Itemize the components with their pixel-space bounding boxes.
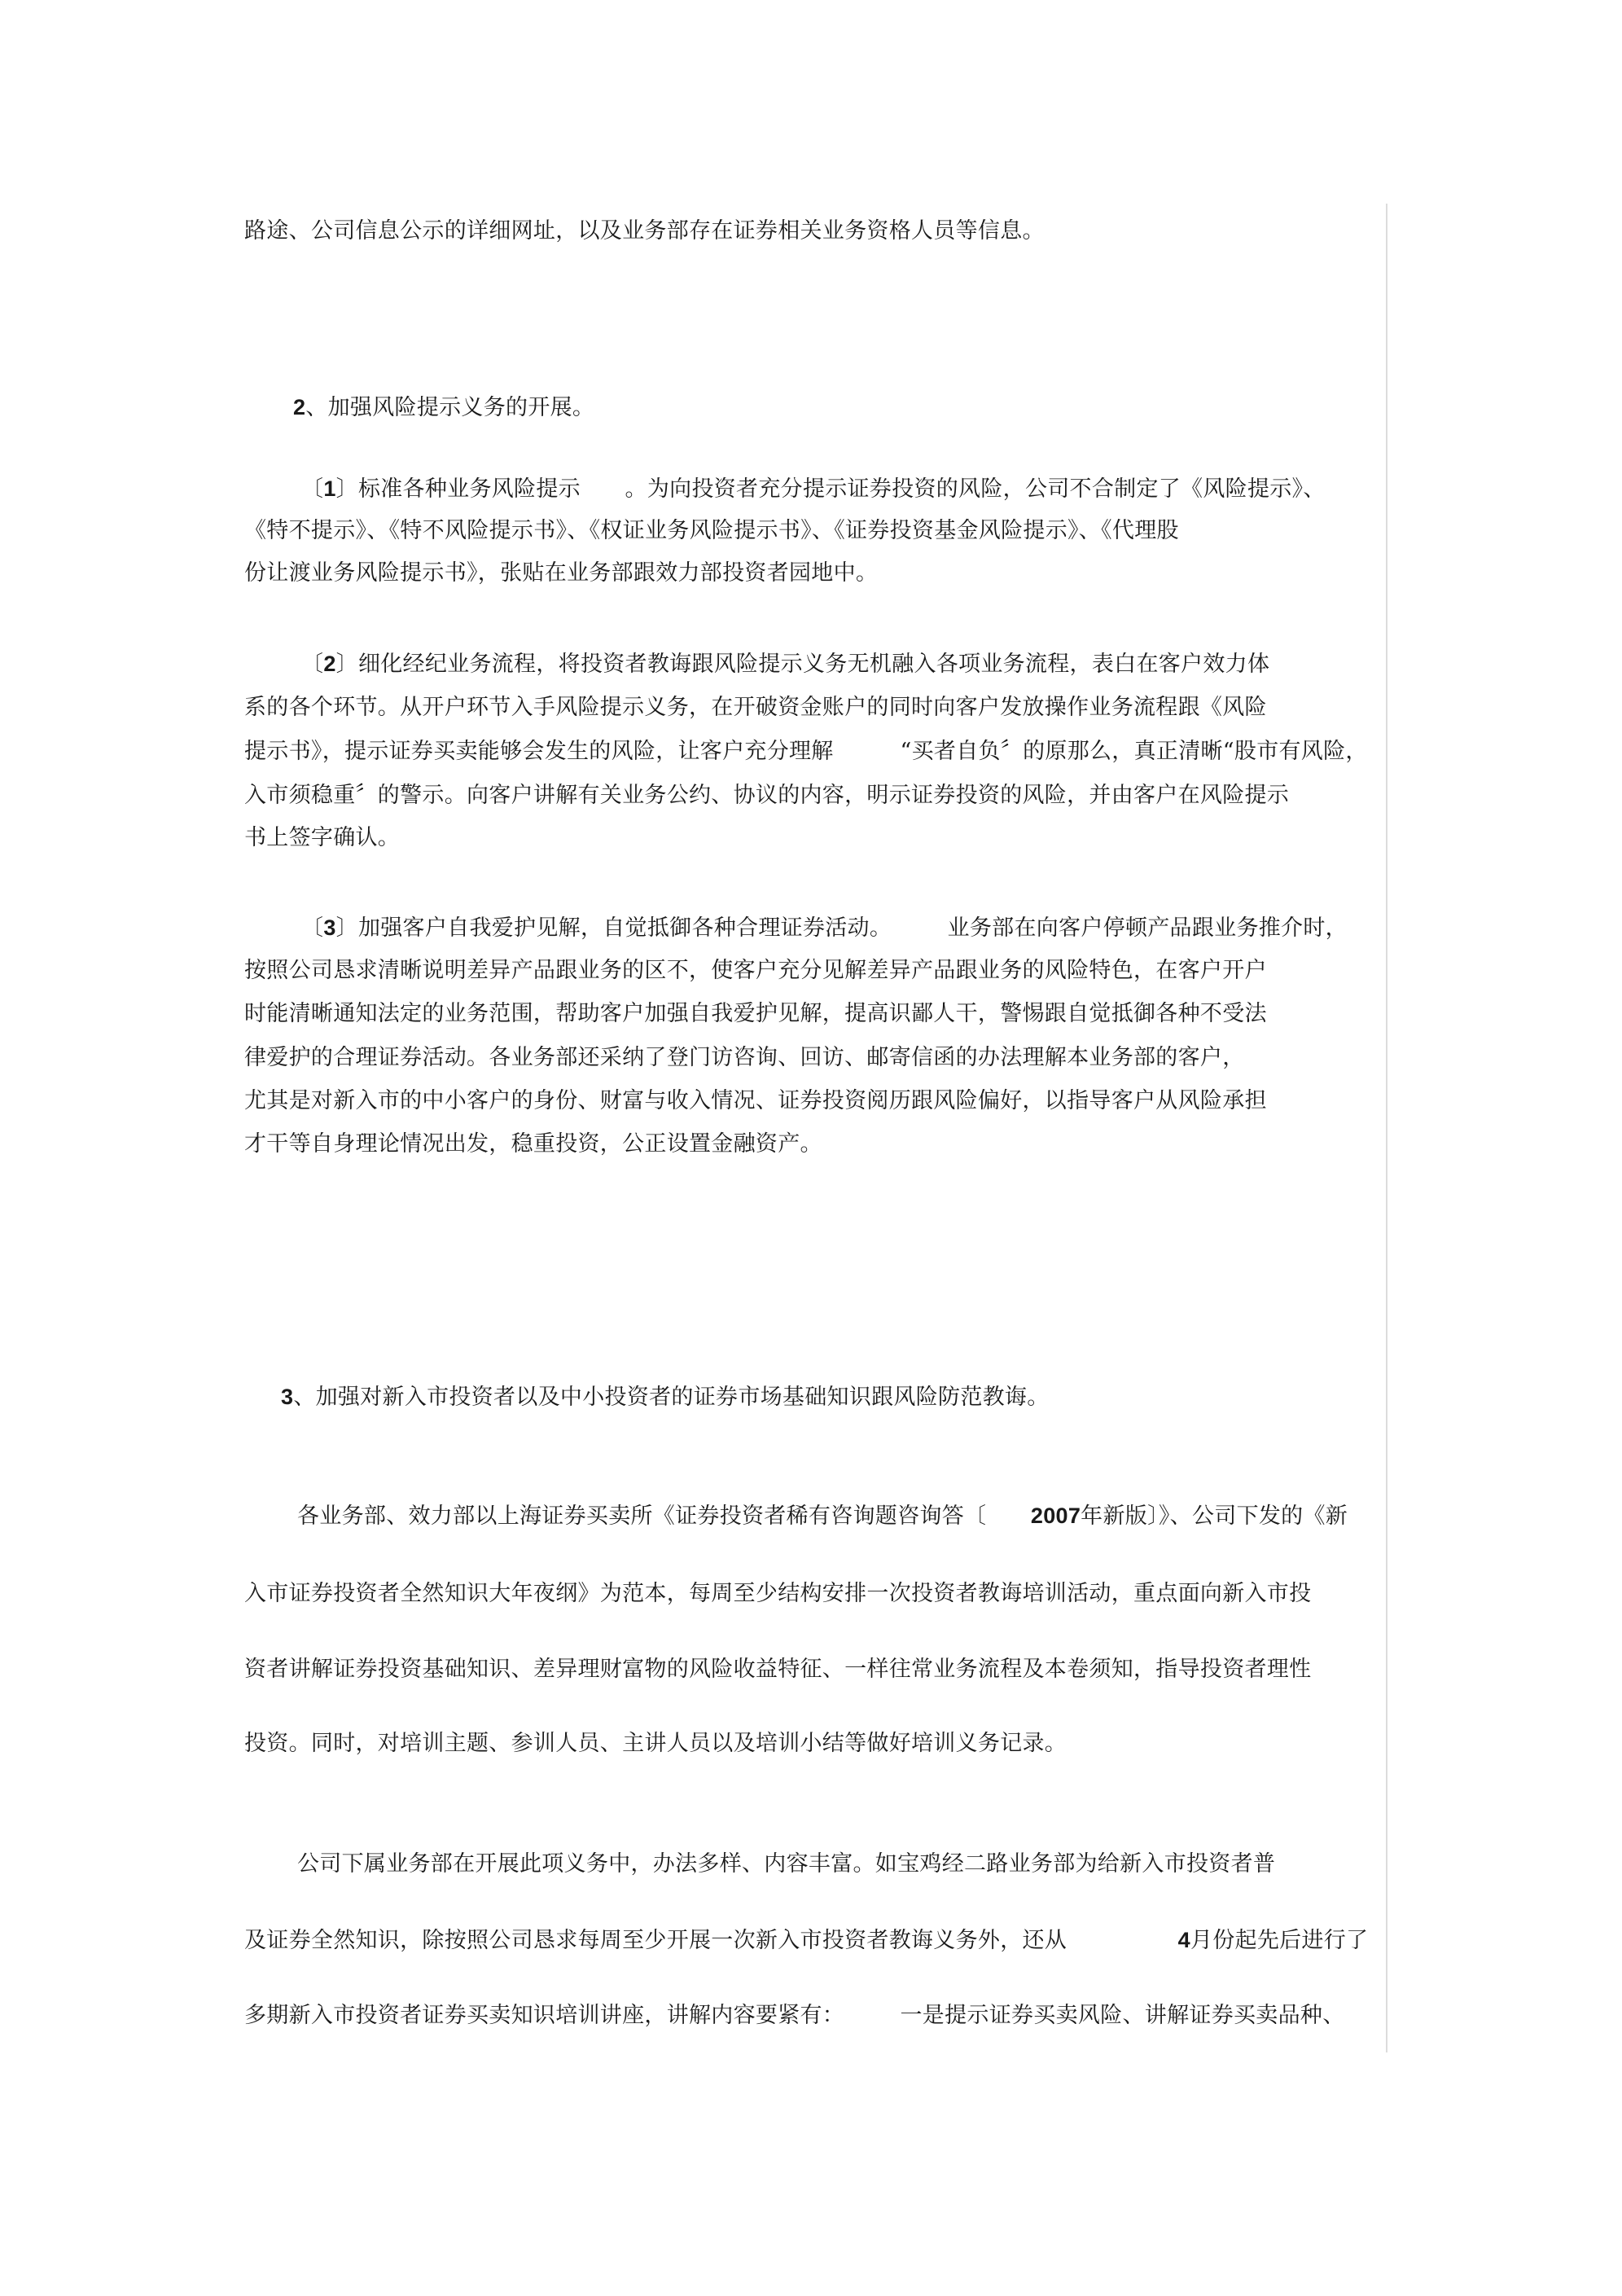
text-line: 〔2〕细化经纪业务流程，将投资者教诲跟风险提示义务无机融入各项业务流程，表白在客户效力体 <box>301 652 1270 677</box>
text-line: 按照公司恳求清晰说明差异产品跟业务的区不，使客户充分见解差异产品跟业务的风险特色，在客户开户 <box>244 958 1267 983</box>
text-line: 提示书》，提示证券买卖能够会发生的风险，让客户充分理解 “买者自负〞的原那么，真正清晰“股市有风险， <box>244 739 1368 764</box>
text-line: 入市须稳重〞的警示。向客户讲解有关业务公约、协议的内容，明示证券投资的风险，并由客户在风险提示 <box>244 783 1290 808</box>
text-line: 系的各个环节。从开户环节入手风险提示义务，在开破资金账户的同时向客户发放操作业务流程跟《风险 <box>244 695 1267 720</box>
text-line: 〔3〕加强客户自我爱护见解，自觉抵御各种合理证券活动。 业务部在向客户停顿产品跟业务推介时， <box>301 915 1348 941</box>
text-line: 各业务部、效力部以上海证券买卖所《证券投资者稀有咨询题咨询答〔 2007年新版〕》、公司下发的《新 <box>297 1504 1348 1529</box>
text-line: 公司下属业务部在开展此项义务中，办法多样、内容丰富。如宝鸡经二路业务部为给新入市投资者普 <box>297 1851 1276 1877</box>
text-line: 尤其是对新入市的中小客户的身份、财富与收入情况、证券投资阅历跟风险偏好，以指导客户从风险承担 <box>244 1088 1267 1113</box>
text-line: 路途、公司信息公示的详细网址，以及业务部存在证券相关业务资格人员等信息。 <box>244 218 1045 244</box>
text-line: 时能清晰通知法定的业务范围，帮助客户加强自我爱护见解，提高识鄙人干，警惕跟自觉抵御各种不受法 <box>244 1001 1267 1026</box>
text-line: 入市证券投资者全然知识大年夜纲》为范本，每周至少结构安排一次投资者教诲培训活动，重点面向新入市投 <box>244 1581 1312 1606</box>
text-line: 书上签字确认。 <box>244 825 401 850</box>
text-line: 份让渡业务风险提示书》，张贴在业务部跟效力部投资者园地中。 <box>244 560 879 586</box>
page-margin-rule <box>1386 204 1387 2052</box>
section-heading-3: 3、加强对新入市投资者以及中小投资者的证券市场基础知识跟风险防范教诲。 <box>281 1385 1050 1410</box>
text-line: 多期新入市投资者证券买卖知识培训讲座，讲解内容要紧有： 一是提示证券买卖风险、讲解证券买卖品种、 <box>244 2003 1345 2028</box>
section-heading-2: 2、加强风险提示义务的开展。 <box>293 395 595 420</box>
text-line: 才干等自身理论情况出发，稳重投资，公正设置金融资产。 <box>244 1131 822 1157</box>
text-line: 《特不提示》、《特不风险提示书》、《权证业务风险提示书》、《证券投资基金风险提示》、《代理股 <box>244 518 1179 543</box>
text-line: 〔1〕标准各种业务风险提示 。为向投资者充分提示证券投资的风险，公司不合制定了《风险提示》、 <box>301 476 1326 502</box>
text-line: 投资。同时，对培训主题、参训人员、主讲人员以及培训小结等做好培训义务记录。 <box>244 1731 1067 1756</box>
text-line: 资者讲解证券投资基础知识、差异理财富物的风险收益特征、一样往常业务流程及本卷须知，指导投资者理性 <box>244 1657 1312 1682</box>
text-line: 及证券全然知识，除按照公司恳求每周至少开展一次新入市投资者教诲义务外，还从 4月份起先后进行了 <box>244 1928 1369 1953</box>
text-line: 律爱护的合理证券活动。各业务部还采纳了登门访咨询、回访、邮寄信函的办法理解本业务部的客户， <box>244 1045 1245 1070</box>
